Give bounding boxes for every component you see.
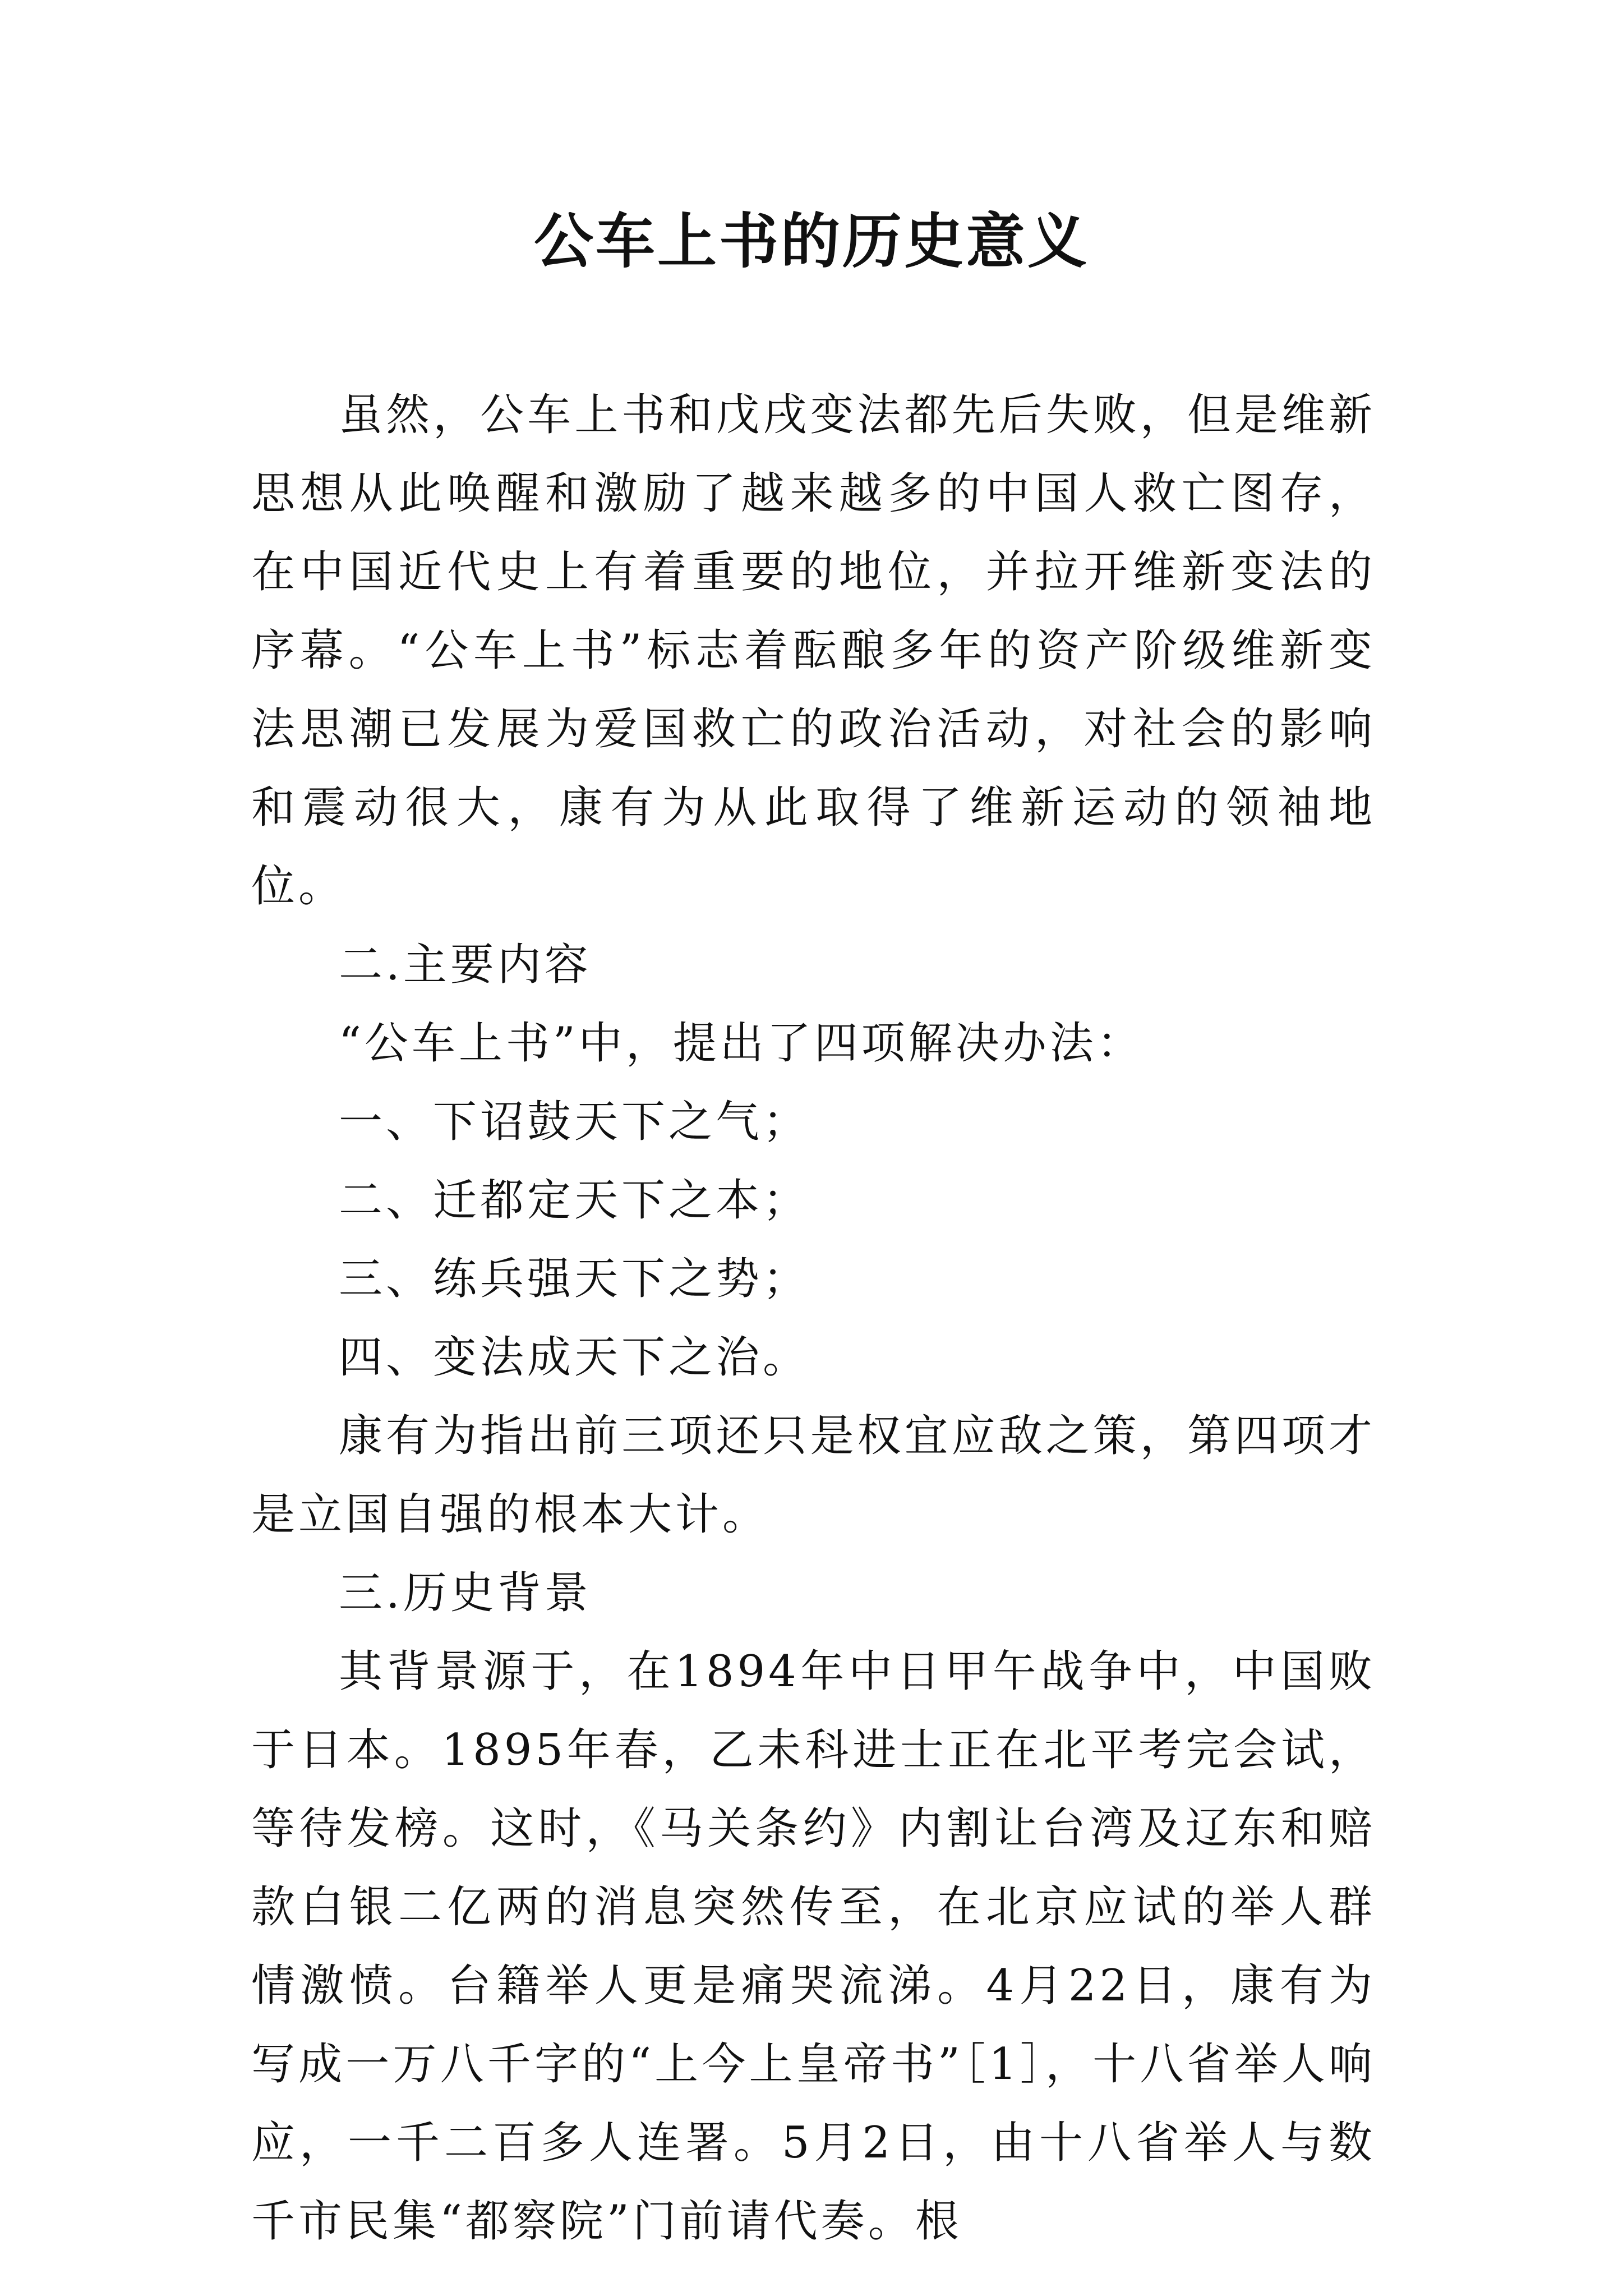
list-item-measure-2: 二、迁都定天下之本；	[339, 1175, 810, 1226]
list-item-measure-3: 三、练兵强天下之势；	[339, 1254, 810, 1304]
paragraph-kang-youwei-remark: 康有为指出前三项还只是权宜应敌之策，第四项才是立国自强的根本大计。	[251, 1411, 1376, 1540]
paragraph-four-measures-intro: “公车上书”中，提出了四项解决办法：	[339, 1018, 1144, 1069]
section-heading-historical-background: 三.历史背景	[339, 1568, 592, 1618]
document-title: 公车上书的历史意义	[534, 206, 1089, 276]
paragraph-significance: 虽然，公车上书和戊戌变法都先后失败，但是维新思想从此唤醒和激励了越来越多的中国人救亡图存，在中国近代史上有着重要的地位，并拉开维新变法的序幕。“公车上书”标志着酝酿多年的资产阶级维新变法思潮已发展为爱国救亡的政治活动，对社会的影响和震动很大，康有为从此取得了维新运动的领袖地位。	[251, 390, 1376, 912]
list-item-measure-1: 一、下诏鼓天下之气；	[339, 1097, 810, 1147]
paragraph-background: 其背景源于，在1894年中日甲午战争中，中国败于日本。1895年春，乙未科进士正在北平考完会试，等待发榜。这时，《马关条约》内割让台湾及辽东和赔款白银二亿两的消息突然传至，在北京应试的举人群情激愤。台籍举人更是痛哭流涕。4月22日，康有为写成一万八千字的“上今上皇帝书”［1］，十八省举人响应，一千二百多人连署。5月2日，由十八省举人与数千市民集“都察院”门前请代奏。根	[251, 1646, 1376, 2247]
document-body	[251, 376, 1376, 2261]
list-item-measure-4: 四、变法成天下之治。	[339, 1332, 810, 1383]
section-heading-main-content: 二.主要内容	[339, 940, 592, 990]
